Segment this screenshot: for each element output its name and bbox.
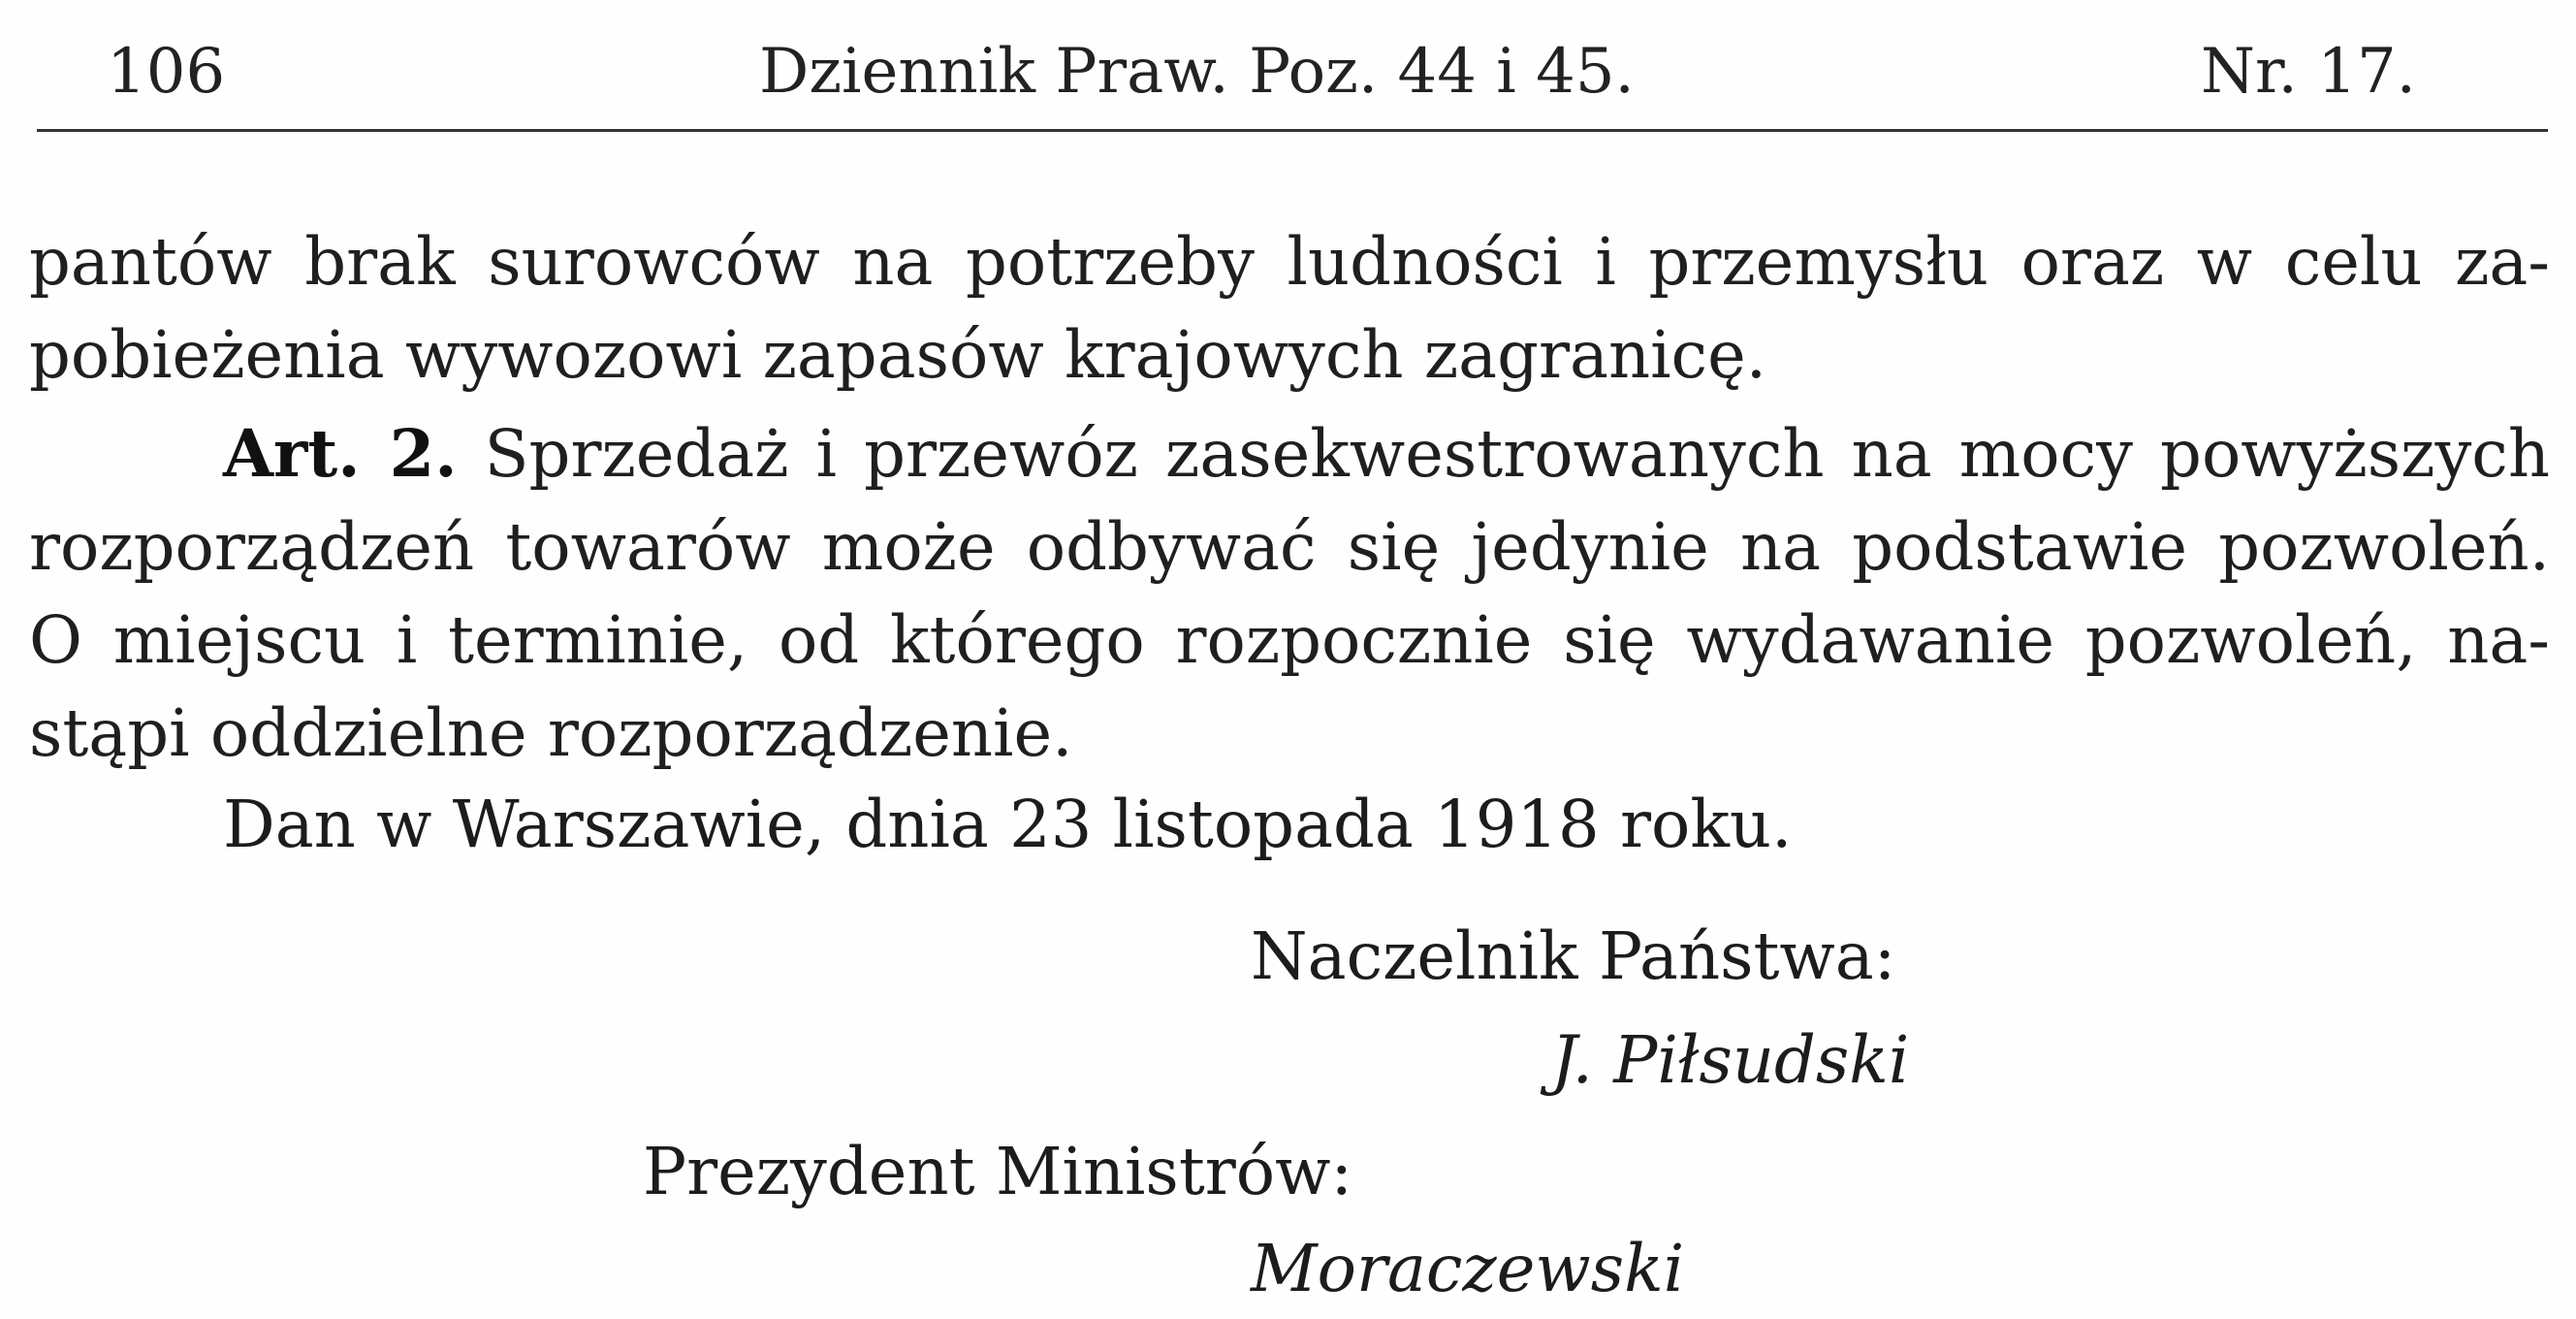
signature-title-prime-minister: Prezydent Ministrów: (643, 1134, 1353, 1209)
article-text: Sprzedaż i przewóz zasekwestrowanych na mocy powyższych (484, 416, 2550, 492)
text-line: pobieżenia wywozowi zapasów krajowych zagranicę. (29, 317, 1767, 393)
text-line: rozporządzeń towarów może odbywać się jedynie na podstawie pozwoleń. (29, 509, 2550, 585)
page-number: 106 (107, 36, 226, 108)
signature-name-prime-minister: Moraczewski (1251, 1231, 1685, 1306)
issue-number: Nr. 17. (2200, 36, 2416, 108)
text-line: O miejscu i terminie, od którego rozpocznie się wydawanie pozwoleń, na- (29, 602, 2550, 678)
article-2 (29, 407, 2550, 780)
text-line: pantów brak surowców na potrzeby ludności i przemysłu oraz w celu za- (29, 224, 2550, 300)
paragraph-continuation (29, 215, 2550, 402)
signature-name-head-of-state: J. Piłsudski (1551, 1022, 1910, 1098)
date-place-line: Dan w Warszawie, dnia 23 listopada 1918 roku. (223, 787, 1793, 862)
page-header (0, 0, 2576, 136)
article-first-line (29, 407, 2550, 500)
article-label: Art. 2. (223, 415, 458, 492)
journal-title: Dziennik Praw. Poz. 44 i 45. (759, 36, 1635, 108)
text-line: stąpi oddzielne rozporządzenie. (29, 695, 1073, 771)
header-divider (37, 129, 2548, 132)
signature-title-head-of-state: Naczelnik Państwa: (1251, 918, 1896, 994)
